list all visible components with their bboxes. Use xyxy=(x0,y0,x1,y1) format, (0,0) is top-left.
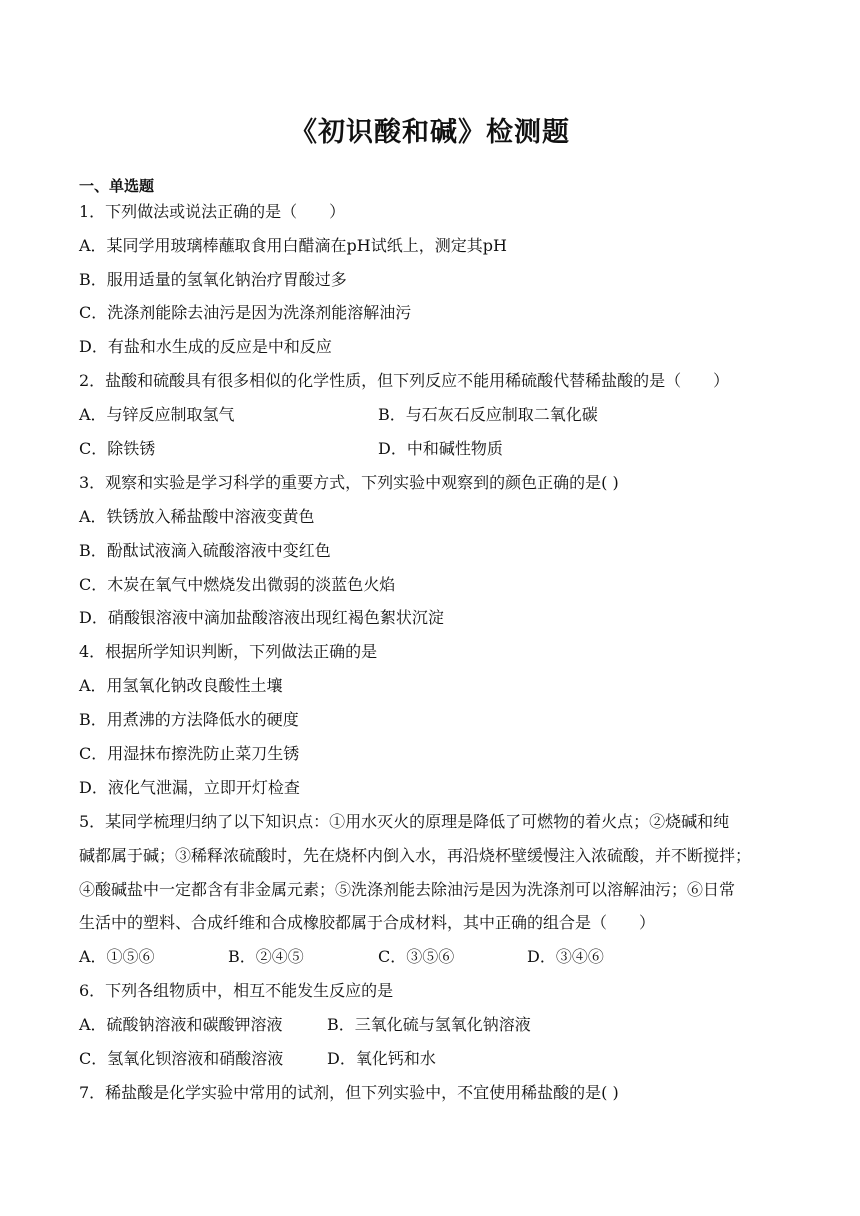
section-heading: 一、单选题 xyxy=(79,177,155,195)
question-6-option-a: A．硫酸钠溶液和碳酸钾溶液 xyxy=(79,1015,283,1034)
question-5-stem-line-3: ④酸碱盐中一定都含有非金属元素；⑤洗涤剂能去除油污是因为洗涤剂可以溶解油污；⑥日常 xyxy=(79,880,736,899)
question-4-stem: 4．根据所学知识判断，下列做法正确的是 xyxy=(79,642,378,661)
question-5-stem-line-1: 5．某同学梳理归纳了以下知识点：①用水灭火的原理是降低了可燃物的着火点；②烧碱和纯 xyxy=(79,812,730,831)
question-5-option-c: C．③⑤⑥ xyxy=(378,947,455,966)
question-6-option-b: B．三氧化硫与氢氧化钠溶液 xyxy=(327,1015,531,1034)
question-4-option-c: C．用湿抹布擦洗防止菜刀生锈 xyxy=(79,744,300,763)
question-6-option-c: C．氢氧化钡溶液和硝酸溶液 xyxy=(79,1049,284,1068)
question-3-option-a: A．铁锈放入稀盐酸中溶液变黄色 xyxy=(79,507,315,526)
question-5-option-d: D．③④⑥ xyxy=(527,947,604,966)
document-title: 《初识酸和碱》检测题 xyxy=(290,117,570,148)
question-1-option-c: C．洗涤剂能除去油污是因为洗涤剂能溶解油污 xyxy=(79,303,412,322)
question-4-option-a: A．用氢氧化钠改良酸性土壤 xyxy=(79,676,283,695)
question-6-option-d: D．氧化钙和水 xyxy=(327,1049,436,1068)
question-5-stem-line-2: 碱都属于碱；③稀释浓硫酸时，先在烧杯内倒入水，再沿烧杯壁缓慢注入浓硫酸，并不断搅拌； xyxy=(79,846,752,865)
question-7-stem: 7．稀盐酸是化学实验中常用的试剂，但下列实验中，不宜使用稀盐酸的是( ) xyxy=(79,1083,619,1102)
question-2-option-d: D．中和碱性物质 xyxy=(378,439,503,458)
question-5-option-b: B．②④⑤ xyxy=(228,947,304,966)
question-3-stem: 3．观察和实验是学习科学的重要方式，下列实验中观察到的颜色正确的是( ) xyxy=(79,473,619,492)
question-3-option-d: D．硝酸银溶液中滴加盐酸溶液出现红褐色絮状沉淀 xyxy=(79,608,444,627)
question-1-option-a: A．某同学用玻璃棒蘸取食用白醋滴在pH试纸上，测定其pH xyxy=(79,236,507,255)
question-2-option-c: C．除铁锈 xyxy=(79,439,156,458)
question-4-option-d: D．液化气泄漏，立即开灯检查 xyxy=(79,778,300,797)
question-1-option-d: D．有盐和水生成的反应是中和反应 xyxy=(79,337,332,356)
question-2-option-b: B．与石灰石反应制取二氧化碳 xyxy=(378,405,598,424)
question-1-stem: 1．下列做法或说法正确的是（ ） xyxy=(79,202,346,221)
question-2-option-a: A．与锌反应制取氢气 xyxy=(79,405,235,424)
question-5-stem-line-4: 生活中的塑料、合成纤维和合成橡胶都属于合成材料，其中正确的组合是（ ） xyxy=(79,913,656,932)
question-2-stem: 2．盐酸和硫酸具有很多相似的化学性质，但下列反应不能用稀硫酸代替稀盐酸的是（ ） xyxy=(79,371,730,390)
question-4-option-b: B．用煮沸的方法降低水的硬度 xyxy=(79,710,299,729)
question-6-stem: 6．下列各组物质中，相互不能发生反应的是 xyxy=(79,981,394,1000)
question-1-option-b: B．服用适量的氢氧化钠治疗胃酸过多 xyxy=(79,270,347,289)
question-5-option-a: A．①⑤⑥ xyxy=(79,947,155,966)
question-3-option-c: C．木炭在氧气中燃烧发出微弱的淡蓝色火焰 xyxy=(79,575,396,594)
question-3-option-b: B．酚酞试液滴入硫酸溶液中变红色 xyxy=(79,541,331,560)
